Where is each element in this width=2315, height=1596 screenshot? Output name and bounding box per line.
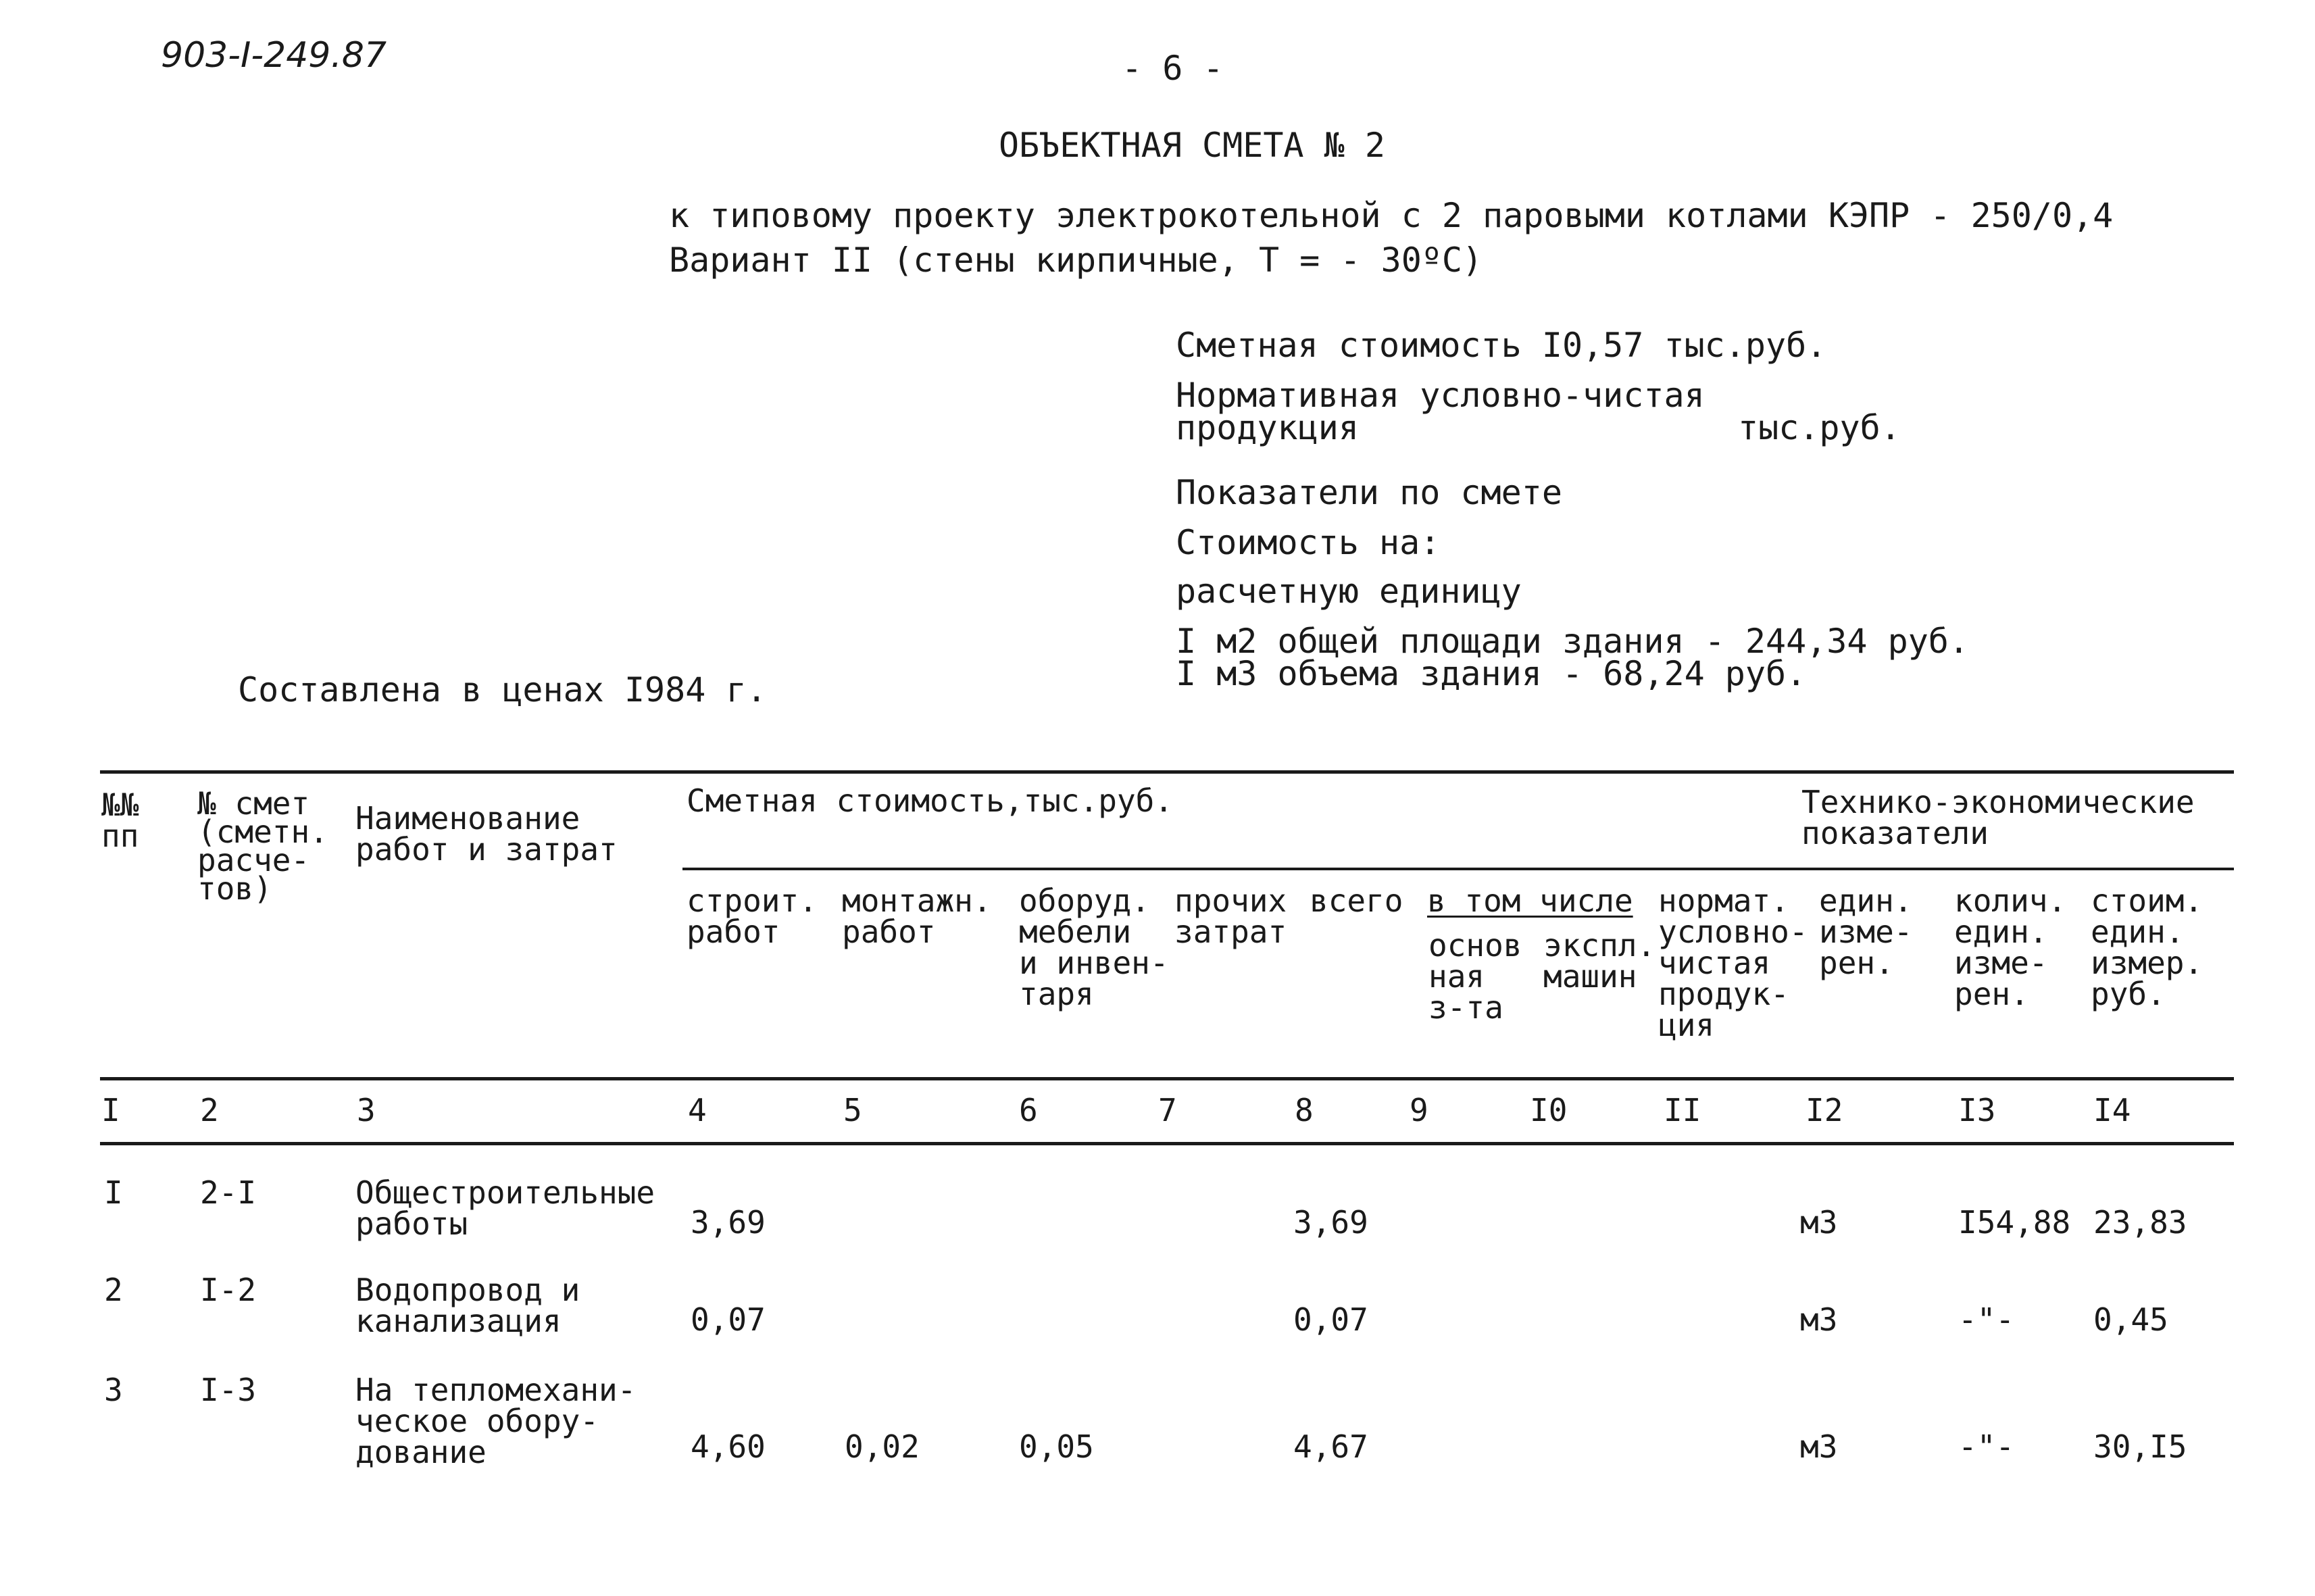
col-number: 2 bbox=[200, 1092, 219, 1128]
col-number: 3 bbox=[357, 1092, 376, 1128]
normative-unit: тыс.руб. bbox=[1738, 408, 1901, 447]
unit: м3 bbox=[1800, 1301, 1838, 1338]
header-col-13: колич. един. изме- рен. bbox=[1954, 882, 2067, 1012]
prices-year: Составлена в ценах I984 г. bbox=[238, 670, 767, 709]
header-including: в том числе bbox=[1427, 882, 1633, 919]
document-code: 903-I-249.87 bbox=[161, 35, 387, 76]
col-number: I4 bbox=[2093, 1092, 2131, 1128]
installation-cost: 0,02 bbox=[845, 1428, 920, 1465]
col-number: 5 bbox=[843, 1092, 862, 1128]
table-group-rule bbox=[682, 868, 2234, 870]
total-cost: 4,67 bbox=[1293, 1428, 1368, 1465]
unit-cost: 23,83 bbox=[2093, 1204, 2187, 1241]
header-name: Наименование работ и затрат bbox=[355, 800, 618, 868]
normative-label-2: продукция bbox=[1176, 408, 1359, 447]
normative-label-1: Нормативная условно-чистая bbox=[1176, 376, 1705, 415]
subtitle-line-1: к типовому проекту электрокотельной с 2 паровыми котлами КЭПР - 250/0,4 bbox=[669, 196, 2114, 235]
header-col-5: монтажн. работ bbox=[842, 882, 992, 950]
col-number: 9 bbox=[1410, 1092, 1428, 1128]
header-col-14: стоим. един. измер. руб. bbox=[2091, 882, 2204, 1012]
construction-cost: 3,69 bbox=[691, 1204, 766, 1241]
col-number: I bbox=[101, 1092, 120, 1128]
quantity: -"- bbox=[1958, 1301, 2015, 1338]
estimate-number: 2-I bbox=[200, 1174, 257, 1211]
total-cost: 3,69 bbox=[1293, 1204, 1368, 1241]
col-number: 6 bbox=[1019, 1092, 1038, 1128]
col-number: 4 bbox=[688, 1092, 707, 1128]
header-col-4: строит. работ bbox=[687, 882, 818, 950]
cost-for-label: Стоимость на: bbox=[1176, 523, 1441, 562]
page-title: ОБЪЕКТНАЯ СМЕТА № 2 bbox=[999, 126, 1385, 165]
unit-cost: 0,45 bbox=[2093, 1301, 2168, 1338]
work-name: Водопровод и канализация bbox=[355, 1272, 580, 1339]
per-unit-label: расчетную единицу bbox=[1176, 572, 1522, 611]
table-header-bottom-rule bbox=[100, 1077, 2234, 1080]
estimate-number: I-2 bbox=[200, 1272, 257, 1308]
header-col-6: оборуд. мебели и инвен- таря bbox=[1019, 882, 1169, 1012]
unit: м3 bbox=[1800, 1428, 1838, 1465]
header-cost-group: Сметная стоимость,тыс.руб. bbox=[687, 782, 1174, 819]
estimate-number: I-3 bbox=[200, 1372, 257, 1408]
total-cost: 0,07 bbox=[1293, 1301, 1368, 1338]
col-number: 7 bbox=[1158, 1092, 1177, 1128]
col-number: II bbox=[1664, 1092, 1701, 1128]
table-top-rule bbox=[100, 770, 2234, 774]
construction-cost: 0,07 bbox=[691, 1301, 766, 1338]
estimated-cost: Сметная стоимость I0,57 тыс.руб. bbox=[1176, 326, 1827, 365]
header-col-7: прочих затрат bbox=[1174, 882, 1287, 950]
subtitle-line-2: Вариант II (стены кирпичные, Т = - 30ºС) bbox=[669, 241, 1483, 280]
unit-cost: 30,I5 bbox=[2093, 1428, 2187, 1465]
header-col-12: един. изме- рен. bbox=[1819, 882, 1913, 981]
row-number: 3 bbox=[104, 1372, 123, 1408]
col-number: I2 bbox=[1806, 1092, 1843, 1128]
header-nn: №№ пп bbox=[101, 787, 139, 854]
table-number-row-rule bbox=[100, 1142, 2234, 1145]
construction-cost: 4,60 bbox=[691, 1428, 766, 1465]
row-number: 2 bbox=[104, 1272, 123, 1308]
header-tech-group: Технико-экономические показатели bbox=[1801, 784, 2195, 851]
quantity: -"- bbox=[1958, 1428, 2015, 1465]
header-smet: № смет (сметн. расче- тов) bbox=[197, 785, 328, 907]
header-col-10: экспл. машин bbox=[1543, 927, 1656, 995]
header-col-9: основ ная з-та bbox=[1428, 927, 1522, 1026]
cost-per-m3: I м3 объема здания - 68,24 руб. bbox=[1176, 654, 1807, 693]
equipment-cost: 0,05 bbox=[1019, 1428, 1094, 1465]
quantity: I54,88 bbox=[1958, 1204, 2071, 1241]
cost-per-m2: I м2 общей площади здания - 244,34 руб. bbox=[1176, 622, 1969, 661]
header-col-8: всего bbox=[1310, 882, 1403, 919]
col-number: I3 bbox=[1958, 1092, 1996, 1128]
col-number: I0 bbox=[1530, 1092, 1568, 1128]
work-name: На тепломехани- ческое обору- дование bbox=[355, 1372, 637, 1470]
unit: м3 bbox=[1800, 1204, 1838, 1241]
work-name: Общестроительные работы bbox=[355, 1174, 655, 1242]
indicators-label: Показатели по смете bbox=[1176, 473, 1562, 512]
page-number: - 6 - bbox=[1122, 49, 1224, 88]
header-col-11: нормат. условно- чистая продук- ция bbox=[1658, 882, 1808, 1043]
col-number: 8 bbox=[1295, 1092, 1314, 1128]
row-number: I bbox=[104, 1174, 123, 1211]
